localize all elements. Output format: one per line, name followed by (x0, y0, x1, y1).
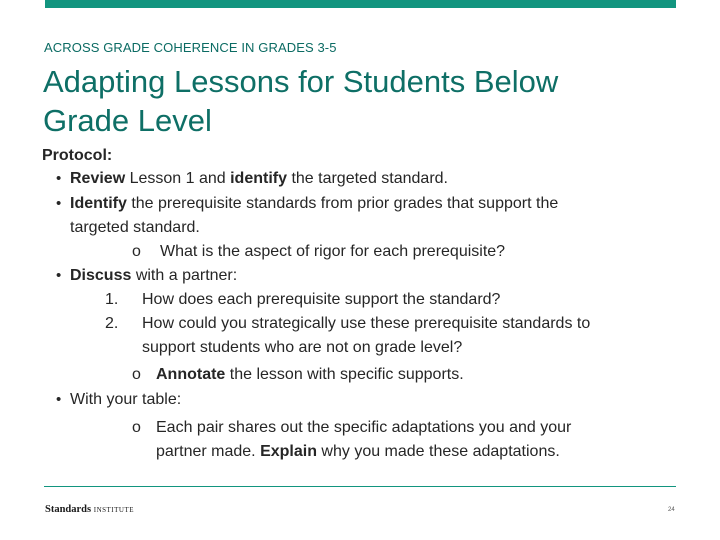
numbered-marker: 2. (105, 315, 119, 332)
sub-item-rigor: What is the aspect of rigor for each prerequisite? (160, 243, 506, 260)
bullet-icon: • (56, 267, 62, 284)
sub-bullet-marker: o (132, 366, 141, 383)
list-item-table: With your table: (70, 391, 182, 408)
logo-word: Standards (45, 504, 92, 515)
sub-item-annotate: Annotate the lesson with specific supports. (156, 366, 464, 383)
section-eyebrow: ACROSS GRADE COHERENCE IN GRADES 3-5 (44, 40, 337, 55)
sub-bullet-marker: o (132, 419, 141, 436)
emphasis-review: Review (70, 170, 126, 187)
sub-item-share: Each pair shares out the specific adaptations you and your (156, 419, 572, 436)
emphasis-annotate: Annotate (156, 366, 226, 383)
bullet-icon: • (56, 391, 62, 408)
list-item-identify: Identify the prerequisite standards from prior grades that support the (70, 195, 559, 212)
slide-title-line-1: Adapting Lessons for Students Below (43, 64, 559, 99)
logo-subword: INSTITUTE (93, 506, 135, 514)
slide-title-line-2: Grade Level (43, 103, 212, 138)
bullet-icon: • (56, 170, 62, 187)
numbered-marker: 1. (105, 291, 119, 308)
emphasis-identify: identify (230, 170, 287, 187)
protocol-label: Protocol: (42, 147, 113, 164)
bullet-icon: • (56, 195, 62, 212)
page-number: 24 (668, 507, 675, 513)
top-accent-bar (45, 0, 676, 8)
emphasis-discuss: Discuss (70, 267, 132, 284)
emphasis-explain: Explain (260, 443, 317, 460)
numbered-item-2: How could you strategically use these prerequisite standards to (142, 315, 591, 332)
sub-item-share-continued: partner made. Explain why you made these adaptations. (156, 443, 560, 460)
sub-bullet-marker: o (132, 243, 141, 260)
list-item-review: Review Lesson 1 and identify the targeted standard. (70, 170, 448, 187)
footer-divider (44, 486, 676, 487)
numbered-item-2-continued: support students who are not on grade level? (142, 339, 463, 356)
list-item-discuss: Discuss with a partner: (70, 267, 238, 284)
slide-title (43, 62, 683, 140)
list-item-identify-continued: targeted standard. (70, 219, 200, 236)
numbered-item-1: How does each prerequisite support the standard? (142, 291, 501, 308)
emphasis-identify: Identify (70, 195, 127, 212)
standards-institute-logo (45, 504, 134, 515)
